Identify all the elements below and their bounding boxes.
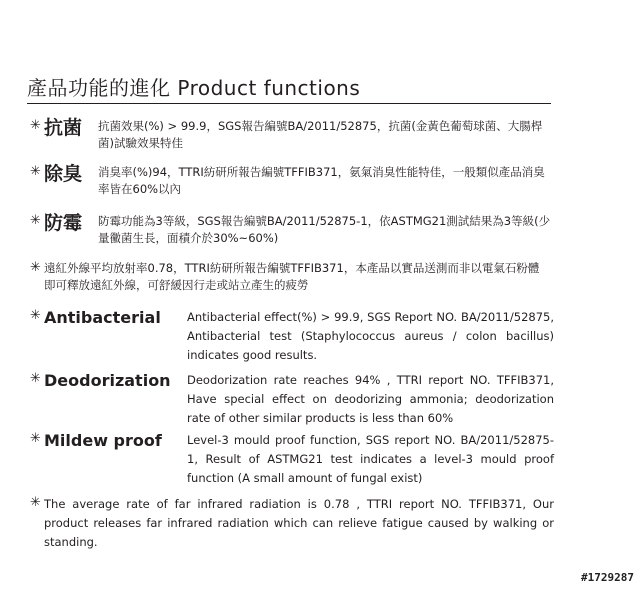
zh-infrared-item	[30, 260, 549, 294]
bullet-icon: ✳	[30, 213, 41, 228]
zh-mildew-heading: 防霉	[44, 212, 83, 234]
zh-mildew-text: 防霉功能為3等級，SGS報告編號BA/2011/52875-1，依ASTMG21測試結果為3等級(少量黴菌生長，面積介於30%~60%)	[98, 214, 551, 245]
bullet-icon: ✳	[30, 260, 41, 275]
title-divider	[27, 103, 551, 104]
en-antibacterial-text: Antibacterial effect(%) > 99.9, SGS Report NO. BA/2011/52875, Antibacterial test (Staphylococcus aureus / colon bacillus) indicates good results.	[187, 310, 554, 362]
bullet-icon: ✳	[30, 371, 41, 386]
en-antibacterial-item	[30, 308, 554, 365]
en-deodorization-text: Deodorization rate reaches 94% , TTRI report NO. TFFIB371, Have special effect on deodorizing ammonia; deodorization rate of other similar products is less than 60%	[187, 373, 554, 425]
image-code: #1729287	[581, 571, 634, 584]
bullet-icon: ✳	[30, 118, 41, 133]
en-deodorization-heading: Deodorization	[44, 371, 171, 390]
en-mildew-text: Level-3 mould proof function, SGS report NO. BA/2011/52875-1, Result of ASTMG21 test indicates a level-3 mould proof function (A small amount of fungal exist)	[187, 433, 554, 485]
bullet-icon: ✳	[30, 431, 41, 446]
en-infrared-item	[30, 495, 554, 552]
zh-antibacterial-text: 抗菌效果(%) > 99.9，SGS報告編號BA/2011/52875，抗菌(金黃色葡萄球菌、大腸桿菌)試驗效果特佳	[98, 119, 543, 150]
en-deodorization-item	[30, 371, 554, 428]
zh-mildew-item	[30, 213, 555, 247]
bullet-icon: ✳	[30, 164, 41, 179]
zh-deodorization-heading: 除臭	[44, 163, 83, 185]
zh-antibacterial-heading: 抗菌	[44, 117, 83, 139]
zh-deodorization-text: 消臭率(%)94，TTRI紡研所報告編號TFFIB371，氨氣消臭性能特佳，一般類似產品消臭率皆在60%以內	[98, 165, 545, 196]
bullet-icon: ✳	[30, 495, 41, 510]
zh-deodorization-item	[30, 164, 555, 198]
en-mildew-heading: Mildew proof	[44, 431, 162, 450]
bullet-icon: ✳	[30, 308, 41, 323]
en-mildew-item	[30, 431, 554, 488]
en-infrared-text: The average rate of far infrared radiation is 0.78 , TTRI report NO. TFFIB371, Our product releases far infrared radiation which can relieve fatigue caused by walking or standing.	[44, 497, 554, 549]
zh-infrared-text: 遠紅外線平均放射率0.78，TTRI紡研所報告編號TFFIB371，本產品以實品送測而非以電氣石粉體即可釋放遠紅外線，可舒緩因行走或站立產生的疲勞	[44, 261, 540, 292]
zh-antibacterial-item	[30, 118, 555, 152]
page-title: 產品功能的進化 Product functions	[27, 76, 361, 100]
en-antibacterial-heading: Antibacterial	[44, 308, 161, 327]
